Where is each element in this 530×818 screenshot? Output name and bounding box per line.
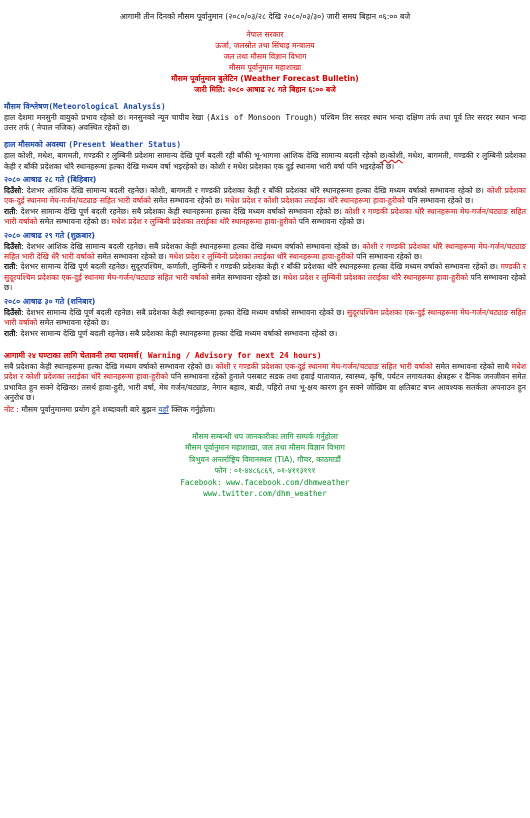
department-name: जल तथा मौसम विज्ञान विभाग: [223, 51, 307, 61]
met-analysis-text: हाल देशमा मनसुनी वायुको प्रभाव रहेको छ। मनसुनको न्यून चापीय रेखा (Axis of Monsoon Trough) पश्चिम तिर सरदर स्थान भन्दा दक्षिण तर्फ तथा पूर्व तिर सरदर स्थान भन्दा उत्तर तर्फ ( नेपाल नजिक) अवस्थित रहेको छ।: [4, 112, 526, 132]
footer-phone: फोन : ०१-४४८६८६९, ०१-४११३१९१: [214, 466, 316, 476]
day-2-night: राती: देशभर सामान्य देखि पूर्ण बदली रहनेछ। सुदूरपश्चिम, कर्णाली, लुम्बिनी र गण्डकी प्रदेशका केही र बाँकी प्रदेशका थोरै स्थानहरूमा हल्का देखि मध्यम वर्षाको सम्भावना रहेको छ। गण्डकी र सुदूरपश्चिम प्रदेशका एक-दुई स्थानमा मेघ-गर्जन/चट्याङ सहित भारी वर्षाको समेत सम्भावना रहेको छ। मधेश प्रदेश र लुम्बिनी प्रदेशका तराईका थोरै स्थानहरूमा हावा-हुरीको पनि सम्भावना रहेको छ।: [4, 262, 527, 293]
day-3-heading: २०८० आषाढ ३० गते (शनिबार): [4, 296, 96, 306]
warning-heading: आगामी २४ घण्टाका लागि चेतावनी तथा परामर्श( Warning / Advisory for next 24 hours): [4, 351, 322, 360]
footer-address: त्रिभुवन अन्तर्राष्ट्रिय विमानस्थल (TIA), गौचर, काठमाडौं: [189, 454, 341, 464]
division-name: मौसम पूर्वानुमान महाशाखा: [228, 62, 302, 72]
ministry-name: ऊर्जा, जलस्रोत तथा सिंचाइ मन्त्रालय: [215, 40, 315, 50]
day-1-heading: २०८० आषाढ २८ गते (बिहिबार): [4, 175, 97, 185]
letterhead: [4, 29, 526, 95]
day-2-heading: २०८० आषाढ २९ गते (शुक्रबार): [4, 230, 95, 240]
day-forecast-3: [4, 297, 526, 339]
gov-name: नेपाल सरकार: [246, 29, 284, 39]
day-3-night: राती: देशभर सामान्य देखि पूर्ण बदली रहनेछ। सबै प्रदेशका केही स्थानहरूमा हल्का देखि मध्यम वर्षाको सम्भावना रहेको छ।: [4, 328, 338, 338]
met-analysis-heading: मौसम विश्लेषण(Meteorological Analysis): [4, 101, 166, 111]
present-weather-text: हाल कोशी, मधेश, बागमती, गण्डकी र लुम्बिनी प्रदेशमा सामान्य देखि पूर्ण बदली रही बाँकी भू-भागमा आंशिक देखि सामान्य बदली रहेको छ।कोशी, मधेश, बागमती, गण्डकी र लुम्बिनी प्रदेशका केही र बाँकी प्रदेशका थोरै स्थानहरूमा हल्का देखि मध्यम वर्षा भइरहेको छ। कोशी र मधेश प्रदेशका एक दुई स्थानमा भारी वर्षा पनि भइरहेको छ।: [4, 151, 527, 171]
glossary-note: नोट : मौसम पूर्वानुमानमा प्रयोग हुने शब्दावली बारे बुझन यहाँ क्लिक गर्नुहोला।: [4, 404, 216, 414]
day-1-night: राती: देशभर सामान्य देखि पूर्ण बदली रहनेछ। सबै प्रदेशका केही स्थानहरूमा हल्का देखि मध्यम वर्षाको सम्भावना रहेको छ। कोशी र गण्डकी प्रदेशका थोरै स्थानहरूमा मेघ-गर्जन/चट्याङ सहित भारी वर्षाको समेत सम्भावना रहेको छ। मधेश प्रदेश र लुम्बिनी प्रदेशका तराईका थोरै स्थानहरूमा हावा-हुरीको पनि सम्भावना रहेको छ।: [4, 206, 526, 227]
day-forecast-2: [4, 231, 526, 294]
day-3-daytime: दिउँसो: देशभर सामान्य देखि पूर्ण बदली रहनेछ। सबै प्रदेशका केही स्थानहरूमा हल्का देखि मध्यम वर्षाको सम्भावना रहेको छ। सुदूरपश्चिम प्रदेशका एक-दुई स्थानहरूमा मेघ-गर्जन/चट्याङ सहित भारी वर्षाको समेत सम्भावना रहेको छ।: [4, 307, 526, 328]
forecast-period-line: आगामी तीन दिनको मौसम पूर्वानुमान (२०८०/०३/२८ देखि २०८०/०३/३०) जारी समय बिहान ०६:०० बजे: [119, 12, 411, 21]
issued-date: जारी मिति: २०८० आषाढ २८ गते बिहान ६:०० बजे: [194, 84, 336, 94]
contact-footer: [4, 431, 526, 499]
footer-twitter-link[interactable]: www.twitter.com/dhm_weather: [203, 489, 327, 499]
footer-contact-line: मौसम सम्बन्धी थप जानकारीका लागि सम्पर्क गर्नुहोला: [192, 432, 338, 442]
footer-division: मौसम पूर्वानुमान महाशाखा, जल तथा मौसम विज्ञान विभाग: [185, 443, 345, 453]
day-1-daytime: दिउँसो: देशभर आंशिक देखि सामान्य बदली रहनेछ। कोशी, बागमती र गण्डकी प्रदेशका केही र बाँकी प्रदेशका थोरै स्थानहरूमा हल्का देखि मध्यम वर्षाको सम्भावना रहेको छ। कोशी प्रदेशका एक-दुई स्थानमा मेघ-गर्जन/चट्याङ सहित भारी वर्षाको समेत सम्भावना रहेको छ। मधेश प्रदेश र कोशी प्रदेशका तराईका थोरै स्थानहरूमा हावा-हुरीको पनि सम्भावना रहेको छ।: [4, 185, 526, 206]
footer-facebook-link[interactable]: Facebook: www.facebook.com/dhmweather: [180, 477, 350, 487]
day-2-daytime: दिउँसो: देशभर आंशिक देखि सामान्य बदली रहनेछ। सबै प्रदेशका केही स्थानहरूमा हल्का देखि मध्यम वर्षाको सम्भावना रहेको छ। कोशी र गण्डकी प्रदेशका थोरै स्थानहरूमा मेघ-गर्जन/चट्याङ सहित भारी देखि धेरै भारी वर्षाको समेत सम्भावना रहेको छ। मधेश प्रदेश र लुम्बिनी प्रदेशका तराईका थोरै स्थानहरूमा हावा-हुरीको पनि सम्भावना रहेको छ।: [4, 241, 527, 261]
present-weather-heading: हाल मौसमको अवस्था (Present Weather Status): [4, 140, 182, 150]
glossary-link[interactable]: यहाँ: [158, 404, 169, 414]
bulletin-title: मौसम पूर्वानुमान बुलेटिन (Weather Forecast Bulletin): [171, 73, 359, 83]
day-forecast-1: [4, 175, 526, 228]
warning-text: सबै प्रदेशका केही स्थानहरूमा हल्का देखि मध्यम वर्षाको सम्भावना रहेको छ। कोशी र गण्डकी प्रदेशका एक-दुई स्थानमा मेघ-गर्जन/चट्याङ सहित भारी वर्षाको समेत सम्भावना रहेको साथै मधेश प्रदेश र कोशी प्रदेशका तराईका थोरै स्थानहरूमा हावा-हुरीको पनि सम्भावना रहेको हुनाले पसबाट सडक तथा हवाई यातायात, स्वास्थ्य, कृषि, पर्यटन लगायतका क्षेत्रहरू र दैनिक जनजीवन समेत प्रभावित हुन सक्ने देखिन्छ। तसर्थ हावा-हुरी, भारी वर्षा, मेघ गर्जन/चट्याङ, नेगान बहाव, बाढी, पहिरो तथा भू-क्षय कारण हुन सक्ने जोखिम वा क्षतिबाट बच्न आवश्यक सतर्कता अपनाउन हुन अनुरोध छ।: [4, 361, 526, 403]
